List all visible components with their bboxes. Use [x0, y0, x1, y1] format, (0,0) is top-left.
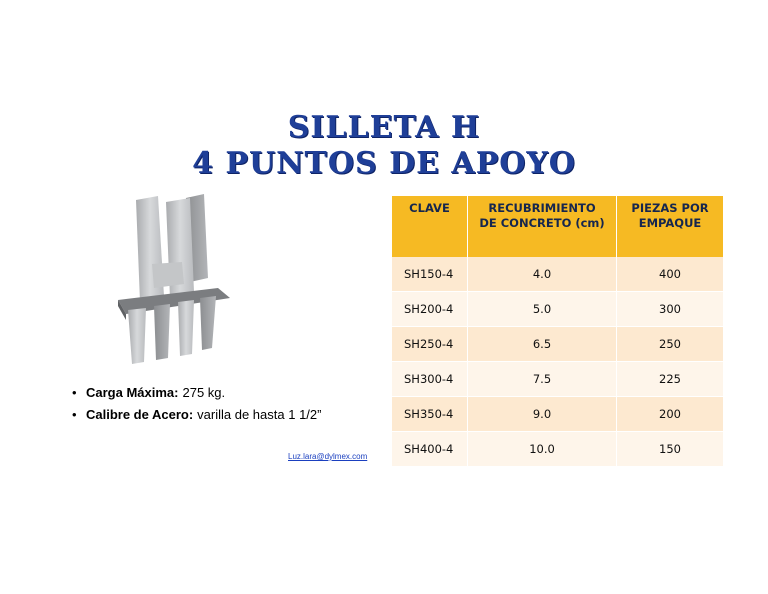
cell-clave: SH400-4	[392, 432, 468, 467]
spec-value: 275 kg.	[182, 385, 226, 400]
cell-clave: SH150-4	[392, 257, 468, 292]
column-header-recubrimiento-label: RECUBRIMIENTO DE CONCRETO (cm)	[479, 201, 605, 230]
table-row	[392, 257, 723, 292]
spec-label: Carga Máxima:	[86, 385, 179, 400]
cell-recubrimiento: 7.5	[468, 362, 617, 397]
table-row	[392, 432, 723, 467]
spec-label: Calibre de Acero:	[86, 407, 194, 422]
bullet-icon: •	[72, 385, 77, 400]
table-header-row	[392, 196, 723, 257]
cell-piezas: 225	[617, 362, 724, 397]
column-header-piezas-label: PIEZAS POR EMPAQUE	[631, 201, 709, 230]
table-row	[392, 292, 723, 327]
cell-recubrimiento: 6.5	[468, 327, 617, 362]
cell-recubrimiento: 5.0	[468, 292, 617, 327]
cell-piezas: 150	[617, 432, 724, 467]
cell-clave: SH250-4	[392, 327, 468, 362]
list-item	[72, 385, 321, 407]
cell-clave: SH300-4	[392, 362, 468, 397]
table-row	[392, 397, 723, 432]
specs-list	[72, 385, 321, 429]
table-row	[392, 327, 723, 362]
cell-piezas: 200	[617, 397, 724, 432]
cell-recubrimiento: 10.0	[468, 432, 617, 467]
column-header-clave: CLAVE	[392, 196, 468, 257]
table-row	[392, 362, 723, 397]
spec-value: varilla de hasta 1 1/2”	[197, 407, 322, 422]
column-header-piezas	[617, 196, 724, 257]
cell-recubrimiento: 9.0	[468, 397, 617, 432]
cell-piezas: 300	[617, 292, 724, 327]
cell-piezas: 400	[617, 257, 724, 292]
cell-recubrimiento: 4.0	[468, 257, 617, 292]
cell-clave: SH200-4	[392, 292, 468, 327]
silleta-h-chair-icon	[108, 192, 238, 374]
column-header-recubrimiento	[468, 196, 617, 257]
cell-piezas: 250	[617, 327, 724, 362]
page-title: SILLETA H	[287, 110, 481, 145]
list-item	[72, 407, 321, 429]
page-subtitle: 4 PUNTOS DE APOYO	[192, 146, 576, 181]
bullet-icon: •	[72, 407, 77, 422]
email-link[interactable]: Luz.lara@dylmex.com	[288, 452, 368, 461]
product-table	[392, 196, 723, 466]
cell-clave: SH350-4	[392, 397, 468, 432]
